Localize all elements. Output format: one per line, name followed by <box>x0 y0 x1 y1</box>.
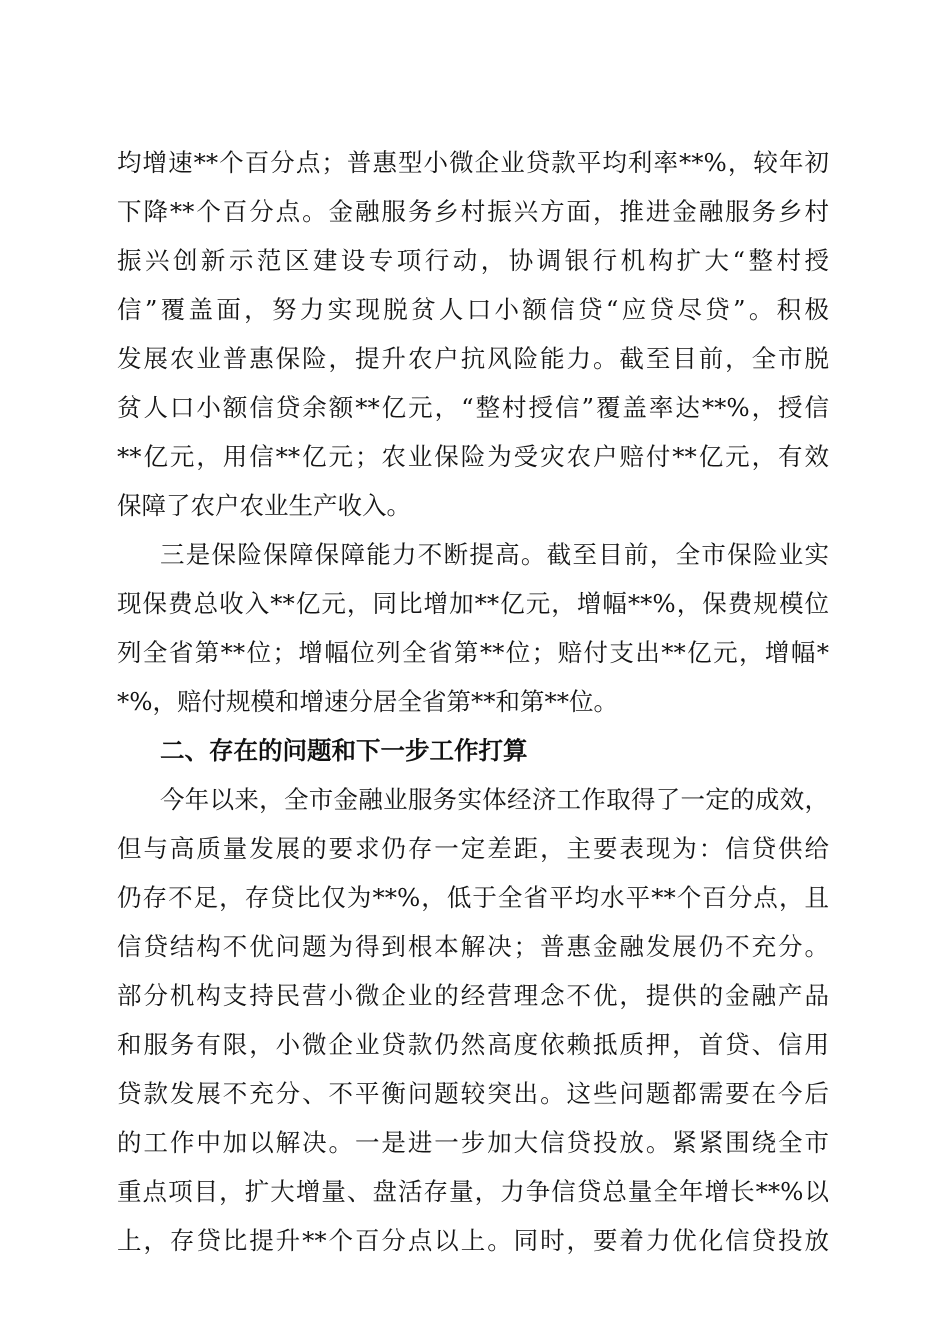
paragraph-1-line-5: 发展农业普惠保险，提升农户抗风险能力。截至目前，全市脱 <box>117 344 829 373</box>
paragraph-3-line-8: 的工作中加以解决。一是进一步加大信贷投放。紧紧围绕全市 <box>117 1128 829 1157</box>
paragraph-3-line-6: 和服务有限，小微企业贷款仍然高度依赖抵质押，首贷、信用 <box>117 1030 829 1059</box>
paragraph-1-line-7: **亿元，用信**亿元；农业保险为受灾农户赔付**亿元，有效 <box>117 442 829 471</box>
paragraph-1-line-2: 下降**个百分点。金融服务乡村振兴方面，推进金融服务乡村 <box>117 197 829 226</box>
paragraph-2-line-1: 三是保险保障保障能力不断提高。截至目前，全市保险业实 <box>160 540 829 569</box>
paragraph-1-line-8: 保障了农户农业生产收入。 <box>117 491 411 520</box>
paragraph-3-line-4: 信贷结构不优问题为得到根本解决；普惠金融发展仍不充分。 <box>117 932 829 961</box>
paragraph-3-line-10: 上，存贷比提升**个百分点以上。同时，要着力优化信贷投放 <box>117 1226 829 1255</box>
paragraph-1-line-1: 均增速**个百分点；普惠型小微企业贷款平均利率**%，较年初 <box>117 148 829 177</box>
paragraph-1-line-3: 振兴创新示范区建设专项行动，协调银行机构扩大“整村授 <box>117 246 829 275</box>
paragraph-3-line-3: 仍存不足，存贷比仅为**%，低于全省平均水平**个百分点，且 <box>117 883 829 912</box>
paragraph-3-line-7: 贷款发展不充分、不平衡问题较突出。这些问题都需要在今后 <box>117 1079 829 1108</box>
paragraph-3-line-2: 但与高质量发展的要求仍存一定差距，主要表现为：信贷供给 <box>117 834 829 863</box>
paragraph-2-line-2: 现保费总收入**亿元，同比增加**亿元，增幅**%，保费规模位 <box>117 589 829 618</box>
paragraph-2-line-4: *%，赔付规模和增速分居全省第**和第**位。 <box>117 687 619 716</box>
paragraph-3-line-5: 部分机构支持民营小微企业的经营理念不优，提供的金融产品 <box>117 981 829 1010</box>
section-heading: 二、存在的问题和下一步工作打算 <box>160 736 528 765</box>
paragraph-1-line-6: 贫人口小额信贷余额**亿元，“整村授信”覆盖率达**%，授信 <box>117 393 829 422</box>
paragraph-3-line-1: 今年以来，全市金融业服务实体经济工作取得了一定的成效， <box>160 785 829 814</box>
paragraph-3-line-9: 重点项目，扩大增量、盘活存量，力争信贷总量全年增长**%以 <box>117 1177 829 1206</box>
paragraph-1-line-4: 信”覆盖面，努力实现脱贫人口小额信贷“应贷尽贷”。积极 <box>117 295 829 324</box>
paragraph-2-line-3: 列全省第**位；增幅位列全省第**位；赔付支出**亿元，增幅* <box>117 638 829 667</box>
